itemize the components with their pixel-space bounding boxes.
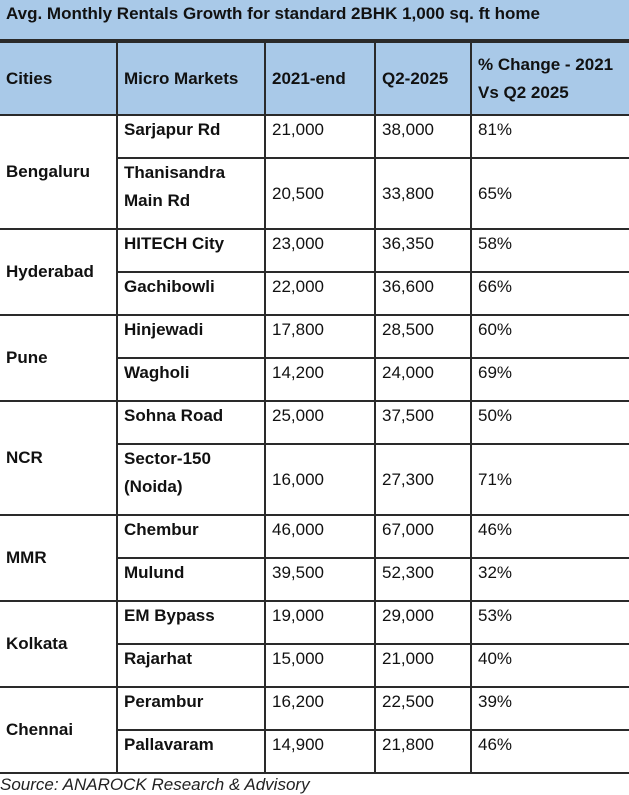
rent-q2-2025-cell: 36,350 <box>375 229 471 272</box>
city-cell: NCR <box>0 401 117 515</box>
table-row <box>0 601 629 644</box>
table-row <box>0 687 629 730</box>
micro-market-cell: Wagholi <box>117 358 265 401</box>
micro-market-cell: Gachibowli <box>117 272 265 315</box>
micro-market-cell: Thanisandra Main Rd <box>117 158 265 229</box>
table-row <box>0 115 629 158</box>
change-cell: 46% <box>471 515 629 558</box>
rent-q2-2025-cell: 22,500 <box>375 687 471 730</box>
rent-q2-2025-cell: 67,000 <box>375 515 471 558</box>
change-cell: 60% <box>471 315 629 358</box>
city-cell: Pune <box>0 315 117 401</box>
city-cell: Hyderabad <box>0 229 117 315</box>
rent-2021-cell: 16,200 <box>265 687 375 730</box>
rent-2021-cell: 17,800 <box>265 315 375 358</box>
table-title: Avg. Monthly Rentals Growth for standard 2BHK 1,000 sq. ft home <box>0 0 629 41</box>
header-cities: Cities <box>0 42 117 115</box>
rent-q2-2025-cell: 38,000 <box>375 115 471 158</box>
rent-2021-cell: 14,200 <box>265 358 375 401</box>
rent-q2-2025-cell: 33,800 <box>375 158 471 229</box>
header-percent-change: % Change - 2021 Vs Q2 2025 <box>471 42 629 115</box>
source-note: Source: ANAROCK Research & Advisory <box>0 775 310 794</box>
rent-2021-cell: 20,500 <box>265 158 375 229</box>
micro-market-cell: Rajarhat <box>117 644 265 687</box>
rent-2021-cell: 15,000 <box>265 644 375 687</box>
rent-q2-2025-cell: 29,000 <box>375 601 471 644</box>
change-cell: 39% <box>471 687 629 730</box>
micro-market-cell: Sarjapur Rd <box>117 115 265 158</box>
rent-q2-2025-cell: 37,500 <box>375 401 471 444</box>
header-q2-2025: Q2-2025 <box>375 42 471 115</box>
table-row <box>0 315 629 358</box>
change-cell: 65% <box>471 158 629 229</box>
rent-2021-cell: 19,000 <box>265 601 375 644</box>
change-cell: 66% <box>471 272 629 315</box>
table-row <box>0 229 629 272</box>
rent-q2-2025-cell: 21,800 <box>375 730 471 773</box>
change-cell: 71% <box>471 444 629 515</box>
micro-market-cell: Mulund <box>117 558 265 601</box>
change-cell: 81% <box>471 115 629 158</box>
change-cell: 40% <box>471 644 629 687</box>
micro-market-cell: Pallavaram <box>117 730 265 773</box>
change-cell: 53% <box>471 601 629 644</box>
micro-market-cell: HITECH City <box>117 229 265 272</box>
micro-market-cell: Chembur <box>117 515 265 558</box>
rent-q2-2025-cell: 36,600 <box>375 272 471 315</box>
micro-market-cell: Perambur <box>117 687 265 730</box>
micro-market-cell: Sohna Road <box>117 401 265 444</box>
city-cell: Bengaluru <box>0 115 117 229</box>
rentals-table <box>0 41 629 774</box>
micro-market-cell: Hinjewadi <box>117 315 265 358</box>
rent-q2-2025-cell: 27,300 <box>375 444 471 515</box>
change-cell: 58% <box>471 229 629 272</box>
rent-2021-cell: 16,000 <box>265 444 375 515</box>
change-cell: 32% <box>471 558 629 601</box>
rent-2021-cell: 23,000 <box>265 229 375 272</box>
rent-q2-2025-cell: 21,000 <box>375 644 471 687</box>
micro-market-cell: EM Bypass <box>117 601 265 644</box>
change-cell: 46% <box>471 730 629 773</box>
rent-q2-2025-cell: 24,000 <box>375 358 471 401</box>
rent-2021-cell: 21,000 <box>265 115 375 158</box>
rent-q2-2025-cell: 28,500 <box>375 315 471 358</box>
rent-2021-cell: 46,000 <box>265 515 375 558</box>
header-2021-end: 2021-end <box>265 42 375 115</box>
header-row <box>0 42 629 115</box>
rent-q2-2025-cell: 52,300 <box>375 558 471 601</box>
rent-2021-cell: 39,500 <box>265 558 375 601</box>
table-row <box>0 401 629 444</box>
header-micro-markets: Micro Markets <box>117 42 265 115</box>
city-cell: Chennai <box>0 687 117 773</box>
change-cell: 50% <box>471 401 629 444</box>
rent-2021-cell: 22,000 <box>265 272 375 315</box>
rent-2021-cell: 14,900 <box>265 730 375 773</box>
change-cell: 69% <box>471 358 629 401</box>
micro-market-cell: Sector-150 (Noida) <box>117 444 265 515</box>
city-cell: MMR <box>0 515 117 601</box>
table-row <box>0 515 629 558</box>
city-cell: Kolkata <box>0 601 117 687</box>
rent-2021-cell: 25,000 <box>265 401 375 444</box>
